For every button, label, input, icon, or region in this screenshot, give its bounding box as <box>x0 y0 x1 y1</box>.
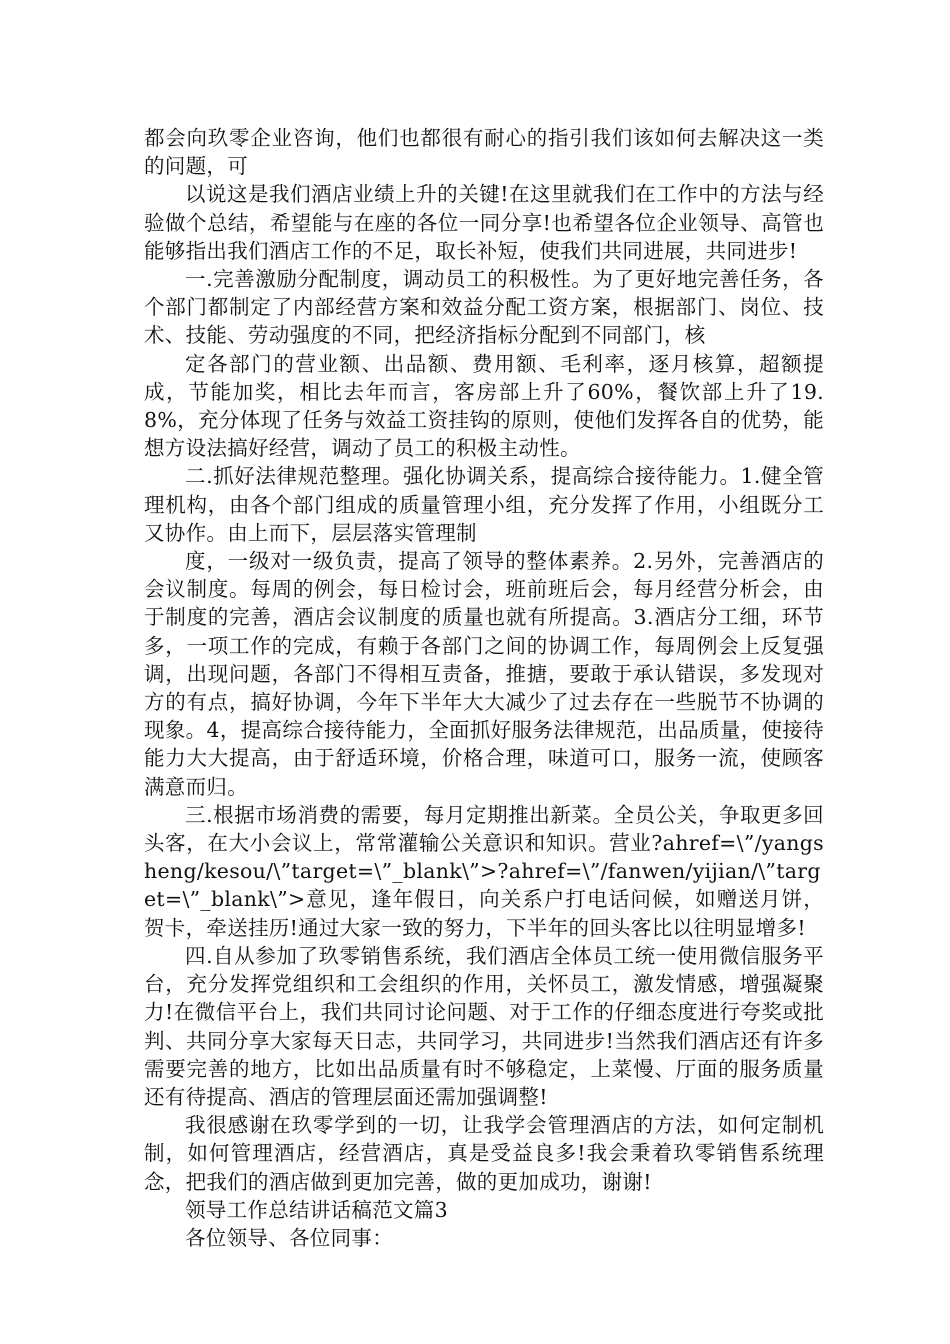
paragraph-5: 二.抓好法律规范整理。强化协调关系，提高综合接待能力。1.健全管理机构，由各个部门组成的质量管理小组，充分发挥了作用，小组既分工又协作。由上而下，层层落实管理制 <box>144 464 824 545</box>
paragraph-1: 都会向玖零企业咨询，他们也都很有耐心的指引我们该如何去解决这一类的问题，可 <box>144 126 824 179</box>
paragraph-9: 我很感谢在玖零学到的一切，让我学会管理酒店的方法，如何定制机制，如何管理酒店，经营酒店，真是受益良多!我会秉着玖零销售系统理念，把我们的酒店做到更加完善，做的更加成功，谢谢! <box>144 1113 824 1194</box>
paragraph-7: 三.根据市场消费的需要，每月定期推出新菜。全员公关，争取更多回头客，在大小会议上，常常灌输公关意识和知识。营业?ahref=\”/yangsheng/kesou/\”target=\”_blank\”>?ahref=\”/fanwen/yijian/\”target=\”_blank\”>意见，逢年假日，向关系户打电话问候，如赠送月饼，贺卡，牵送挂历!通过大家一致的努力，下半年的回头客比以往明显增多! <box>144 802 824 940</box>
paragraph-8: 四.自从参加了玖零销售系统，我们酒店全体员工统一使用微信服务平台，充分发挥党组织和工会组织的作用，关怀员工，激发情感，增强凝聚力!在微信平台上，我们共同讨论问题、对于工作的仔细态度进行夸奖或批判、共同分享大家每天日志，共同学习，共同进步!当然我们酒店还有许多需要完善的地方，比如出品质量有时不够稳定，上菜慢、厅面的服务质量还有待提高、酒店的管理层面还需加强调整! <box>144 943 824 1109</box>
section-heading: 领导工作总结讲话稿范文篇3 <box>185 1197 448 1222</box>
paragraph-4: 定各部门的营业额、出品额、费用额、毛利率，逐月核算，超额提成，节能加奖，相比去年而言，客房部上升了60%，餐饮部上升了19.8%，充分体现了任务与效益工资挂钩的原则，使他们发挥各自的优势，能想方设法搞好经营，调动了员工的积极主动性。 <box>144 351 824 461</box>
paragraph-6: 度，一级对一级负责，提高了领导的整体素养。2.另外，完善酒店的会议制度。每周的例会，每日检讨会，班前班后会，每月经营分析会，由于制度的完善，酒店会议制度的质量也就有所提高。3.酒店分工细，环节多，一项工作的完成，有赖于各部门之间的协调工作，每周例会上反复强调，出现问题，各部门不得相互责备，推搪，要敢于承认错误，多发现对方的有点，搞好协调，今年下半年大大减少了过去存在一些脱节不协调的现象。4，提高综合接待能力，全面抓好服务法律规范，出品质量，使接待能力大大提高，由于舒适环境，价格合理，味道可口，服务一流，使顾客满意而归。 <box>144 549 824 799</box>
document-body <box>144 124 824 1252</box>
paragraph-2: 以说这是我们酒店业绩上升的关键!在这里就我们在工作中的方法与经验做个总结，希望能与在座的各位一同分享!也希望各位企业领导、高管也能够指出我们酒店工作的不足，取长补短，使我们共同进展，共同进步! <box>144 182 824 263</box>
salutation: 各位领导、各位同事： <box>185 1225 393 1250</box>
paragraph-3: 一.完善激励分配制度，调动员工的积极性。为了更好地完善任务，各个部门都制定了内部经营方案和效益分配工资方案，根据部门、岗位、技术、技能、劳动强度的不同，把经济指标分配到不同部门，核 <box>144 267 824 348</box>
